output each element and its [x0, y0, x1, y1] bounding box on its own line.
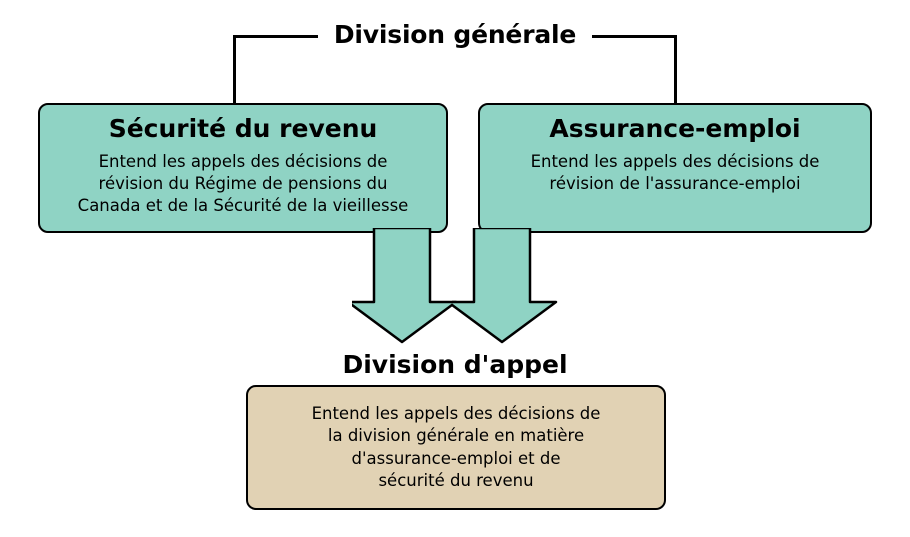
node-division-d-appel[interactable]	[246, 385, 666, 510]
node-desc-line: Entend les appels des décisions de	[311, 404, 601, 423]
connector-line-right-horizontal	[592, 35, 677, 38]
node-desc-line: d'assurance-emploi et de	[351, 448, 561, 468]
arrow-assurance-emploi-to-division-appel	[452, 228, 562, 346]
node-desc-line: Entend les appels des décisions de	[530, 151, 820, 171]
arrow-securite-du-revenu-to-division-appel	[352, 228, 462, 346]
node-desc-line: Canada et de la Sécurité de la vieillesse	[77, 196, 409, 216]
connector-line-left-horizontal	[233, 35, 318, 38]
connector-line-right-vertical	[674, 35, 677, 105]
general-division-title: Division générale	[333, 20, 577, 49]
node-assurance-emploi[interactable]	[478, 103, 872, 233]
node-desc-line: Entend les appels des décisions de	[98, 151, 388, 171]
node-desc-line: révision du Régime de pensions du	[98, 173, 388, 193]
node-title-assurance-emploi: Assurance-emploi	[549, 114, 801, 143]
node-desc-line: la division générale en matière	[327, 426, 585, 446]
appeal-division-title: Division d'appel	[342, 350, 568, 379]
node-title-securite-du-revenu: Sécurité du revenu	[108, 114, 378, 143]
connector-line-left-vertical	[233, 35, 236, 105]
node-desc-line: révision de l'assurance-emploi	[549, 173, 801, 193]
node-securite-du-revenu[interactable]	[38, 103, 448, 233]
node-desc-line: sécurité du revenu	[378, 470, 534, 490]
